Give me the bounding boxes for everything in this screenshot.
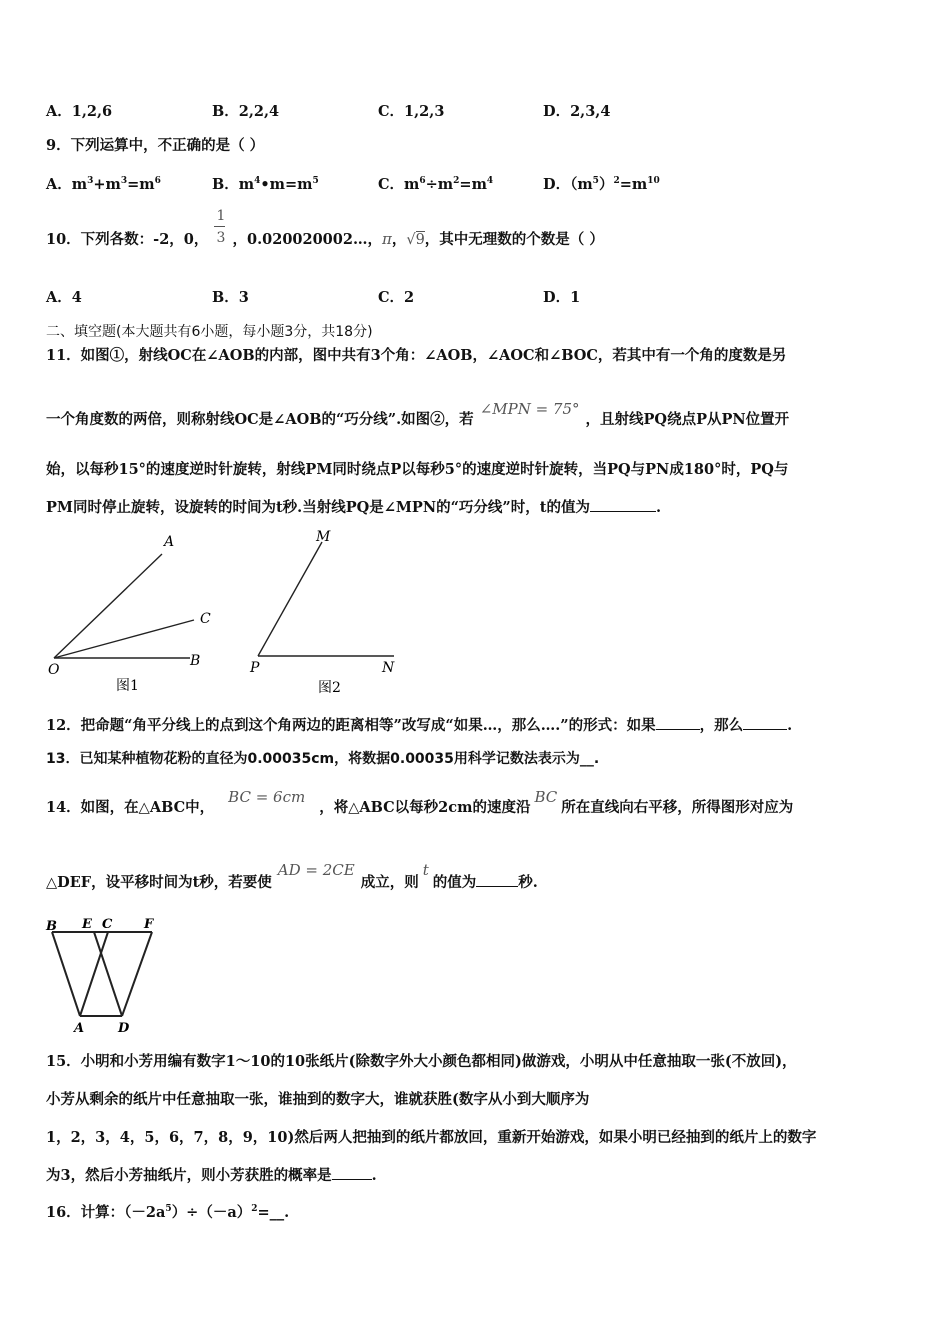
pi-symbol: π: [381, 230, 392, 248]
q13-text: 13．已知某种植物花粉的直径为0.00035cm，将数据0.00035用科学记数法表示为__.: [46, 751, 600, 767]
q15-line-1: 15．小明和小芳用编有数字1～10的10张纸片(除数字外大小颜色都相同)做游戏，小明从中任意抽取一张(不放回)，: [46, 1053, 797, 1070]
q10-option-b: B．3: [212, 289, 249, 306]
label-b: B: [46, 919, 57, 934]
q15-line-4: 为3，然后小芳抽纸片，则小芳获胜的概率是 .: [46, 1167, 377, 1184]
q15-line-3: 1，2，3，4，5，6，7，8，9，10)然后两人把抽到的纸片都放回，重新开始游戏，如果小明已经抽到的纸片上的数字: [46, 1129, 817, 1146]
section-heading: 二、填空题(本大题共有6小题，每小题3分，共18分): [46, 324, 373, 340]
t-variable: t: [422, 861, 429, 879]
figure-2-caption: 图2: [318, 680, 341, 696]
label-p: P: [250, 660, 260, 676]
q8-option-a: A．1,2,6: [46, 103, 113, 120]
q9-option-d: D．$(m^5)^2=m^{10}$: [543, 175, 660, 193]
q12-text: 12．把命题“角平分线上的点到这个角两边的距离相等”改写成“如果…，那么….”的形式：如果 ，那么 .: [46, 717, 793, 734]
q10-option-d: D．1: [543, 289, 581, 306]
angle-figures: [40, 528, 420, 698]
figure-1: [48, 534, 211, 694]
angle-mpn-expr: ∠MPN = 75°: [479, 400, 580, 418]
label-a: A: [164, 534, 175, 550]
q16-text: 16．计算：$(-2a^5)\div(-a)^2=\_\_$.: [46, 1203, 290, 1221]
q11-line-1: 11．如图①，射线OC在∠AOB的内部，图中共有3个角：∠AOB，∠AOC和∠BOC，若其中有一个角的度数是另: [46, 347, 787, 364]
label-n: N: [382, 660, 395, 676]
label-m: M: [316, 529, 331, 545]
label-b: B: [190, 653, 201, 669]
label-c: C: [102, 917, 113, 932]
q9-option-c: C．$m^6\div m^2=m^4$: [378, 175, 494, 193]
q10-stem: 10．下列各数：-2，0， $\frac{1}{3}$ ，0.020020002…，π，√9，其中无理数的个数是（ ）: [46, 208, 604, 248]
q11-line-4: PM同时停止旋转，设旋转的时间为t秒.当射线PQ是∠MPN的“巧分线”时，t的值为 .: [46, 499, 662, 516]
label-e: E: [82, 917, 92, 932]
q11-line-2: 一个角度数的两倍，则称射线OC是∠AOB的“巧分线”.如图②，若∠MPN = 75°，且射线PQ绕点P从PN位置开: [46, 400, 790, 428]
q14-line-1: 14．如图，在△ABC中，BC = 6cm，将△ABC以每秒2cm的速度沿BC所在直线向右平移，所得图形对应为: [46, 788, 794, 816]
ad-ce-expr: AD = 2CE: [277, 861, 355, 879]
q8-option-d: D．2,3,4: [543, 103, 611, 120]
label-d: D: [118, 1021, 130, 1036]
translation-figure: [40, 912, 170, 1037]
fraction-one-third: $\frac{1}{3}$: [216, 208, 226, 246]
q14-line-2: △DEF，设平移时间为t秒，若要使AD = 2CE成立，则t的值为 秒.: [46, 861, 538, 891]
label-a: A: [74, 1021, 85, 1036]
q10-option-c: C．2: [378, 289, 415, 306]
q9-option-a: A．$m^3+m^3=m^6$: [46, 175, 161, 193]
q8-option-b: B．2,2,4: [212, 103, 280, 120]
q10-option-a: A．4: [46, 289, 82, 306]
label-f: F: [144, 917, 154, 932]
figure-1-caption: 图1: [116, 678, 139, 694]
q8-option-c: C．1,2,3: [378, 103, 445, 120]
q11-line-3: 始，以每秒15°的速度逆时针旋转，射线PM同时绕点P以每秒5°的速度逆时针旋转，当PQ与PN成180°时，PQ与: [46, 461, 789, 478]
label-o: O: [48, 662, 60, 678]
bc-expr: BC: [534, 788, 558, 806]
label-c: C: [200, 611, 211, 627]
sqrt-nine: √9: [406, 232, 425, 248]
bc-length-expr: BC = 6cm: [228, 788, 306, 806]
q9-option-b: B．$m^4•m=m^5$: [212, 175, 319, 193]
q15-line-2: 小芳从剩余的纸片中任意抽取一张，谁抽到的数字大，谁就获胜(数字从小到大顺序为: [46, 1091, 590, 1108]
q9-stem: 9．下列运算中，不正确的是（ ）: [46, 137, 265, 154]
figure-2: [249, 529, 395, 696]
